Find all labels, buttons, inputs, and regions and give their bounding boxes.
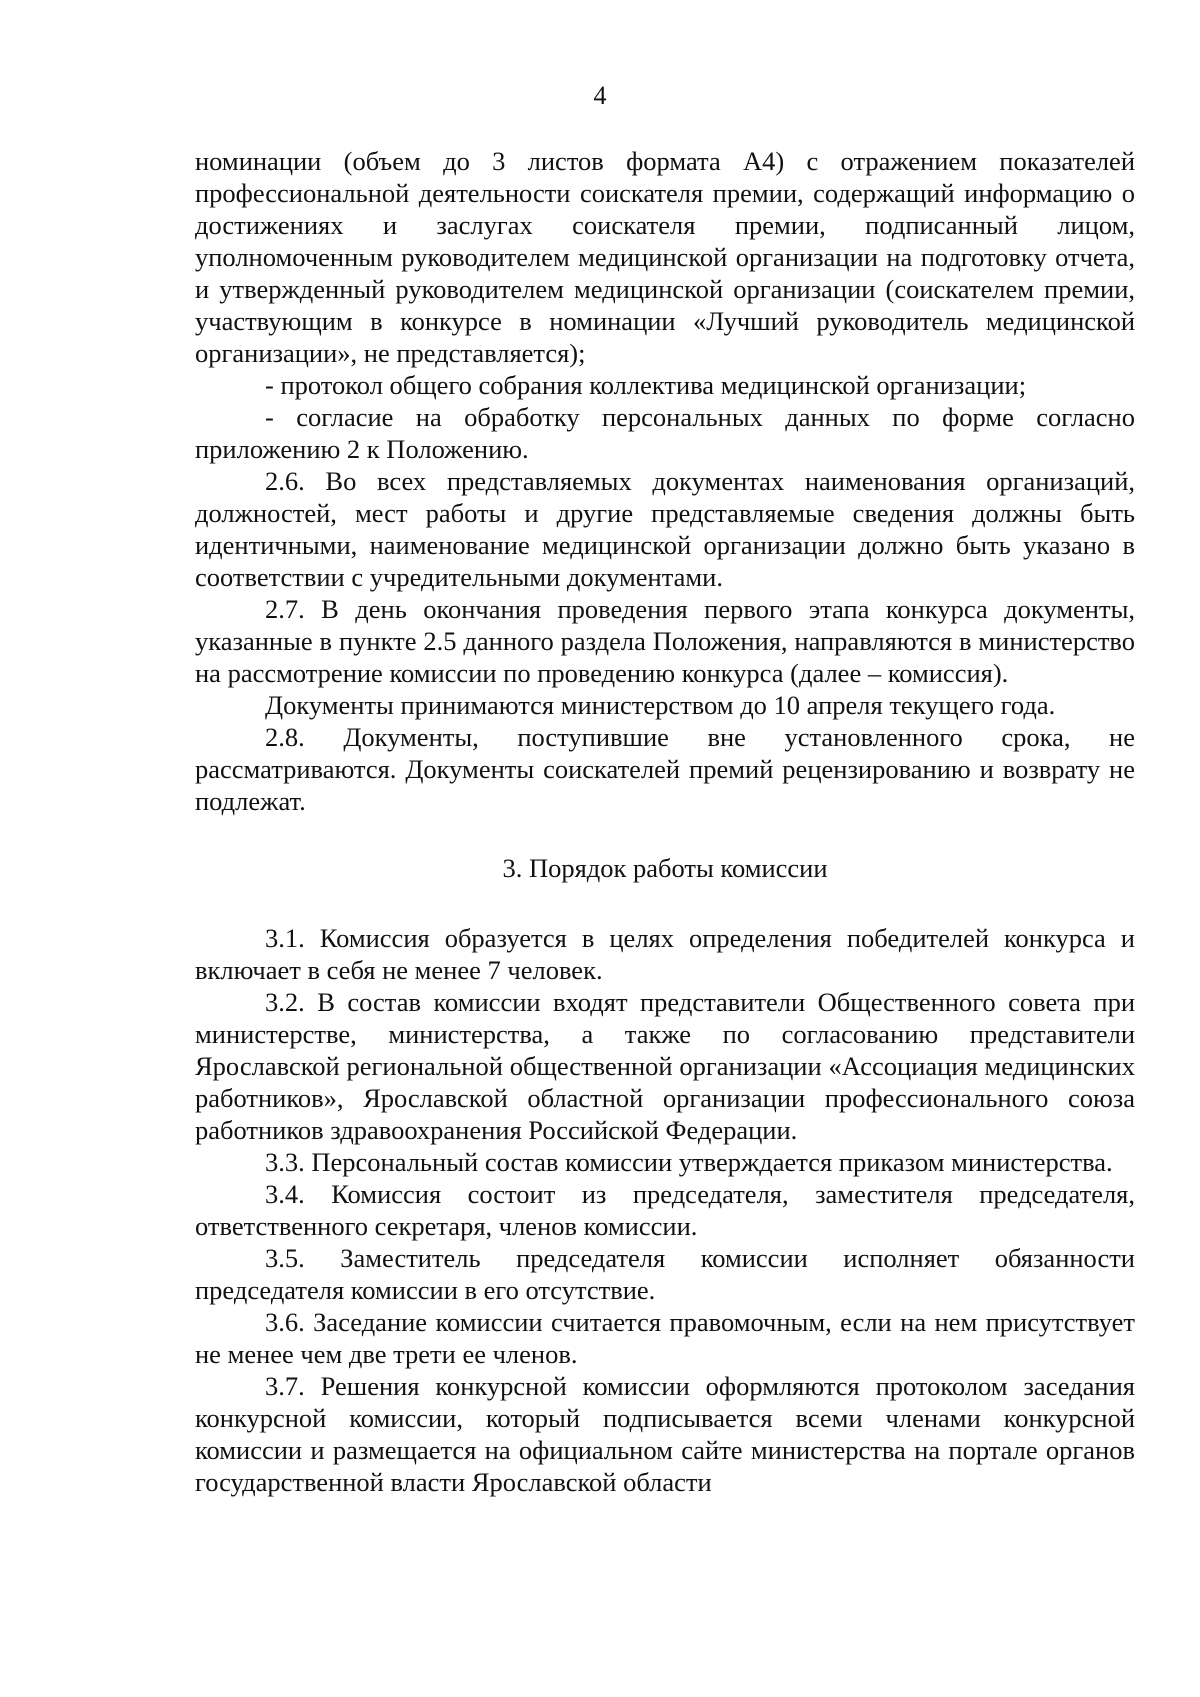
paragraph: 3.4. Комиссия состоит из председателя, заместителя председателя, ответственного секретаря, членов комиссии. bbox=[195, 1179, 1135, 1241]
paragraph: 2.7. В день окончания проведения первого этапа конкурса документы, указанные в пункте 2.5 данного раздела Положения, направляются в министерство на рассмотрение комиссии по проведению конкурса (далее – комиссия). bbox=[195, 594, 1135, 688]
paragraph: 3.3. Персональный состав комиссии утверждается приказом министерства. bbox=[265, 1147, 1113, 1177]
paragraph: 3.7. Решения конкурсной комиссии оформляются протоколом заседания конкурсной комиссии, который подписывается всеми членами конкурсной комиссии и размещается на официальном сайте министерства на портале органов государственной власти Ярославской области bbox=[195, 1371, 1135, 1497]
paragraph: 3.2. В состав комиссии входят представители Общественного совета при министерстве, министерства, а также по согласованию представители Ярославской региональной общественной организации «Ассоциация медицинских работников», Ярославской областной организации профессионального союза работников здравоохранения Российской Федерации. bbox=[195, 987, 1135, 1145]
paragraph: 3.5. Заместитель председателя комиссии исполняет обязанности председателя комиссии в его отсутствие. bbox=[195, 1243, 1135, 1305]
paragraph: 3.6. Заседание комиссии считается правомочным, если на нем присутствует не менее чем две трети ее членов. bbox=[195, 1307, 1135, 1369]
paragraph: - протокол общего собрания коллектива медицинской организации; bbox=[265, 370, 1027, 400]
paragraph: Документы принимаются министерством до 10 апреля текущего года. bbox=[265, 690, 1056, 720]
paragraph: 2.6. Во всех представляемых документах наименования организаций, должностей, мест работы и другие представляемые сведения должны быть идентичными, наименование медицинской организации должно быть указано в соответствии с учредительными документами. bbox=[195, 466, 1135, 592]
paragraphs-before-heading bbox=[195, 145, 1135, 817]
paragraph: - согласие на обработку персональных данных по форме согласно приложению 2 к Положению. bbox=[195, 402, 1135, 464]
section-heading: 3. Порядок работы комиссии bbox=[502, 853, 828, 883]
page-number: 4 bbox=[593, 81, 607, 110]
paragraph: 2.8. Документы, поступившие вне установленного срока, не рассматриваются. Документы соискателей премий рецензированию и возврату не подлежат. bbox=[195, 722, 1135, 816]
paragraphs-after-heading bbox=[195, 922, 1135, 1498]
paragraph: 3.1. Комиссия образуется в целях определения победителей конкурса и включает в себя не менее 7 человек. bbox=[195, 923, 1135, 985]
paragraph: номинации (объем до 3 листов формата А4) с отражением показателей профессиональной деятельности соискателя премии, содержащий информацию о достижениях и заслугах соискателя премии, подписанный лицом, уполномоченным руководителем медицинской организации на подготовку отчета, и утвержденный руководителем медицинской организации (соискателем премии, участвующим в конкурсе в номинации «Лучший руководитель медицинской организации», не представляется); bbox=[195, 146, 1135, 368]
document-body bbox=[195, 145, 1135, 1498]
